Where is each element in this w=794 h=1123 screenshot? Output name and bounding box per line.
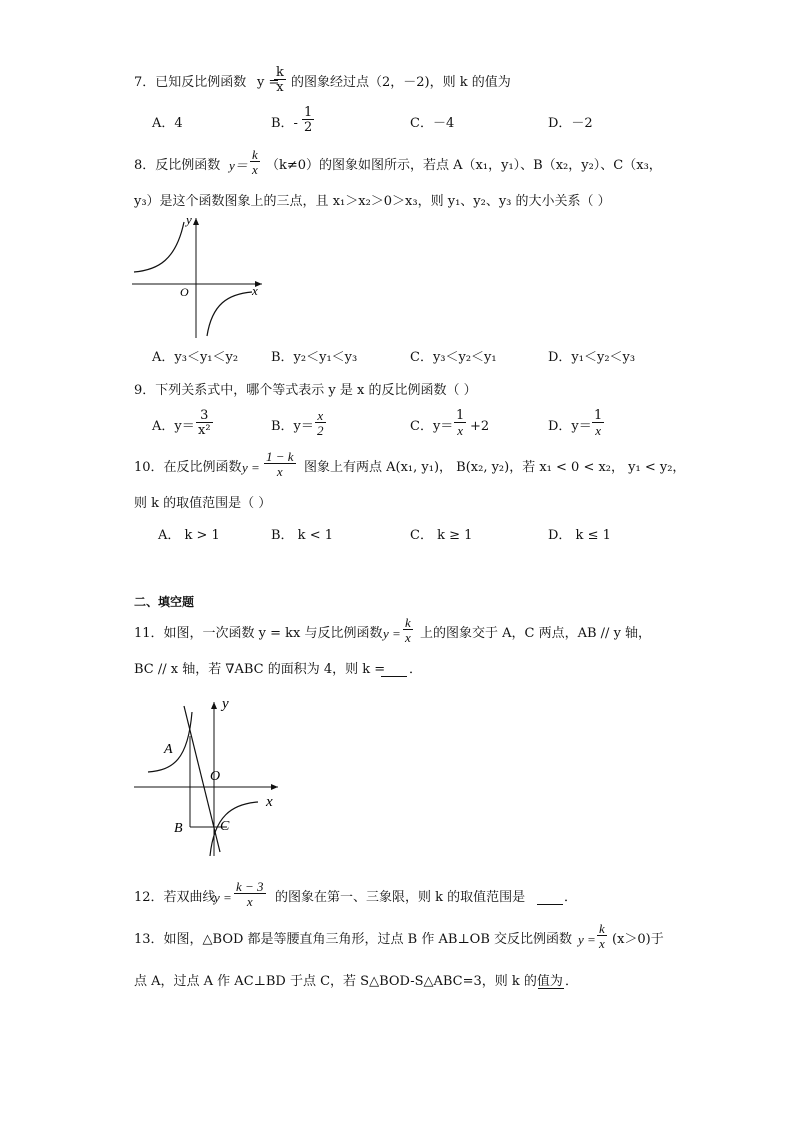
q11-frac-den: x [405,630,411,645]
q10-text-line2: 则 k 的取值范围是（ ） [134,496,272,511]
q10-text-post: 图象上有两点 A(x₁, y₁)， B(x₂, y₂)，若 x₁ < 0 < x₂， y₁ < y₂， [304,460,686,475]
q9-c-den: x [454,422,466,437]
q9-d-num: 1 [594,408,603,423]
q13-y-eq: y = [578,932,596,947]
q11-answer-blank[interactable] [381,663,407,677]
q12-answer-blank[interactable] [537,891,563,905]
q13-frac-num: k [599,921,605,936]
q9-a-den: x² [198,423,211,438]
q11-graph-origin: O [210,769,221,784]
q12-fraction [234,880,266,908]
q8-text-line2: y₃）是这个函数图象上的三点，且 x₁＞x₂＞0＞x₃，则 y₁、y₂、y₃ 的大小关系（ ） [134,194,611,209]
q11-y-eq: y = [383,626,401,641]
q13-frac-den: x [599,936,605,951]
q9-option-b[interactable]: B．y＝ [271,419,314,434]
q8-option-a[interactable]: A．y₃＜y₁＜y₂ [152,350,239,365]
q10-text-pre: 10．在反比例函数 [134,460,242,475]
q8-text-pre: 8．反比例函数 [134,158,221,173]
q11-graph-x-label: x [266,794,273,810]
q8-graph-origin: O [180,285,189,299]
q7-option-a[interactable]: A．4 [152,116,183,131]
q11-graph [128,696,288,862]
q7-text-post: 的图象经过点（2，－2)，则 k 的值为 [291,75,511,90]
q13-text-post: (x＞0)于 [612,932,664,947]
q7-y-eq: y = [257,75,280,90]
q9-d-fraction [592,409,604,437]
q13-fraction [597,922,607,950]
q7-option-b[interactable]: B．- [271,116,298,131]
q11-text-post: 上的图象交于 A，C 两点，AB // y 轴， [420,626,652,641]
q11-fraction [403,616,413,644]
q12-y-eq: y = [214,890,232,905]
q12-text-end: ． [564,890,578,905]
q8-y-arrow-icon [193,218,199,225]
q10-frac-num: 1 − k [266,449,294,464]
q8-graph-x-label: x [252,283,258,298]
q11-graph-y-label: y [222,696,229,712]
q7-b-den: 2 [304,120,313,135]
q11-graph-point-c: C [220,819,230,834]
q8-graph-y-label: y [186,212,192,227]
q7-b-num: 1 [304,105,313,120]
q8-text-post: （k≠0）的图象如图所示，若点 A（x₁，y₁）、B（x₂，y₂）、C（x₃， [266,158,662,173]
q7-frac-num: k [276,65,284,80]
q9-option-a[interactable]: A．y＝ [152,419,195,434]
q10-fraction [264,450,296,478]
q8-y-eq: y＝ [229,158,248,173]
q11-frac-num: k [405,615,411,630]
q8-fraction [250,148,260,176]
q9-c-post: +2 [470,419,490,434]
q12-frac-num: k − 3 [236,879,264,894]
q13-answer-blank[interactable] [538,975,564,989]
q10-y-eq: y = [242,460,260,475]
q12-text-post: 的图象在第一、三象限，则 k 的取值范围是 [275,890,526,905]
q8-option-b[interactable]: B．y₂＜y₁＜y₃ [271,350,358,365]
q10-option-d[interactable]: D． k ≤ 1 [548,528,611,543]
q8-option-c[interactable]: C．y₃＜y₂＜y₁ [410,350,497,365]
q7-option-d[interactable]: D．－2 [548,116,593,131]
q8-curve-right [207,292,252,336]
q8-frac-num: k [252,147,258,162]
section-heading-fill-in: 二、填空题 [134,595,195,609]
q9-text: 9．下列关系式中，哪个等式表示 y 是 x 的反比例函数（ ） [134,383,477,398]
q7-option-b-fraction [302,106,314,134]
q11-text-line2-end: ． [409,662,423,677]
q11-x-arrow-icon [271,784,278,790]
q11-text-pre: 11．如图，一次函数 y = kx 与反比例函数 [134,626,383,641]
q9-b-fraction [315,409,326,437]
q11-graph-point-a: A [164,742,173,757]
q13-text-pre: 13．如图，△BOD 都是等腰直角三角形，过点 B 作 AB⊥OB 交反比例函数 [134,932,573,947]
q9-c-num: 1 [456,408,465,423]
q12-text-pre: 12．若双曲线 [134,890,216,905]
q9-a-num: 3 [200,408,209,423]
q7-frac-den: x [274,79,286,94]
q7-text-pre: 7．已知反比例函数 [134,75,247,90]
q9-c-fraction [454,409,466,437]
q11-text-line2: BC // x 轴，若 ∇ABC 的面积为 4，则 k = [134,662,386,677]
q9-option-c[interactable]: C．y＝ [410,419,454,434]
q10-frac-den: x [264,463,296,478]
q12-frac-den: x [234,893,266,908]
q10-option-b[interactable]: B． k < 1 [271,528,333,543]
q13-text-line2: 点 A，过点 A 作 AC⊥BD 于点 C，若 S△BOD-S△ABC=3，则 k 的值为 [134,974,563,989]
q8-frac-den: x [252,162,258,177]
q9-option-d[interactable]: D．y＝ [548,419,592,434]
q9-b-den: 2 [317,423,324,438]
q11-curve-right [210,802,258,856]
q7-option-c[interactable]: C．－4 [410,116,455,131]
q9-a-fraction [196,409,213,437]
q8-option-d[interactable]: D．y₁＜y₂＜y₃ [548,350,636,365]
q8-graph [128,212,268,344]
q10-option-a[interactable]: A． k > 1 [158,528,220,543]
q11-y-arrow-icon [211,702,217,709]
q13-text-line2-end: ． [565,974,579,989]
q8-curve-left [134,222,184,272]
q10-option-c[interactable]: C． k ≥ 1 [410,528,473,543]
q7-fraction [274,66,286,94]
q9-d-den: x [592,422,604,437]
q11-graph-point-b: B [174,821,183,836]
q9-b-num: x [317,408,324,423]
